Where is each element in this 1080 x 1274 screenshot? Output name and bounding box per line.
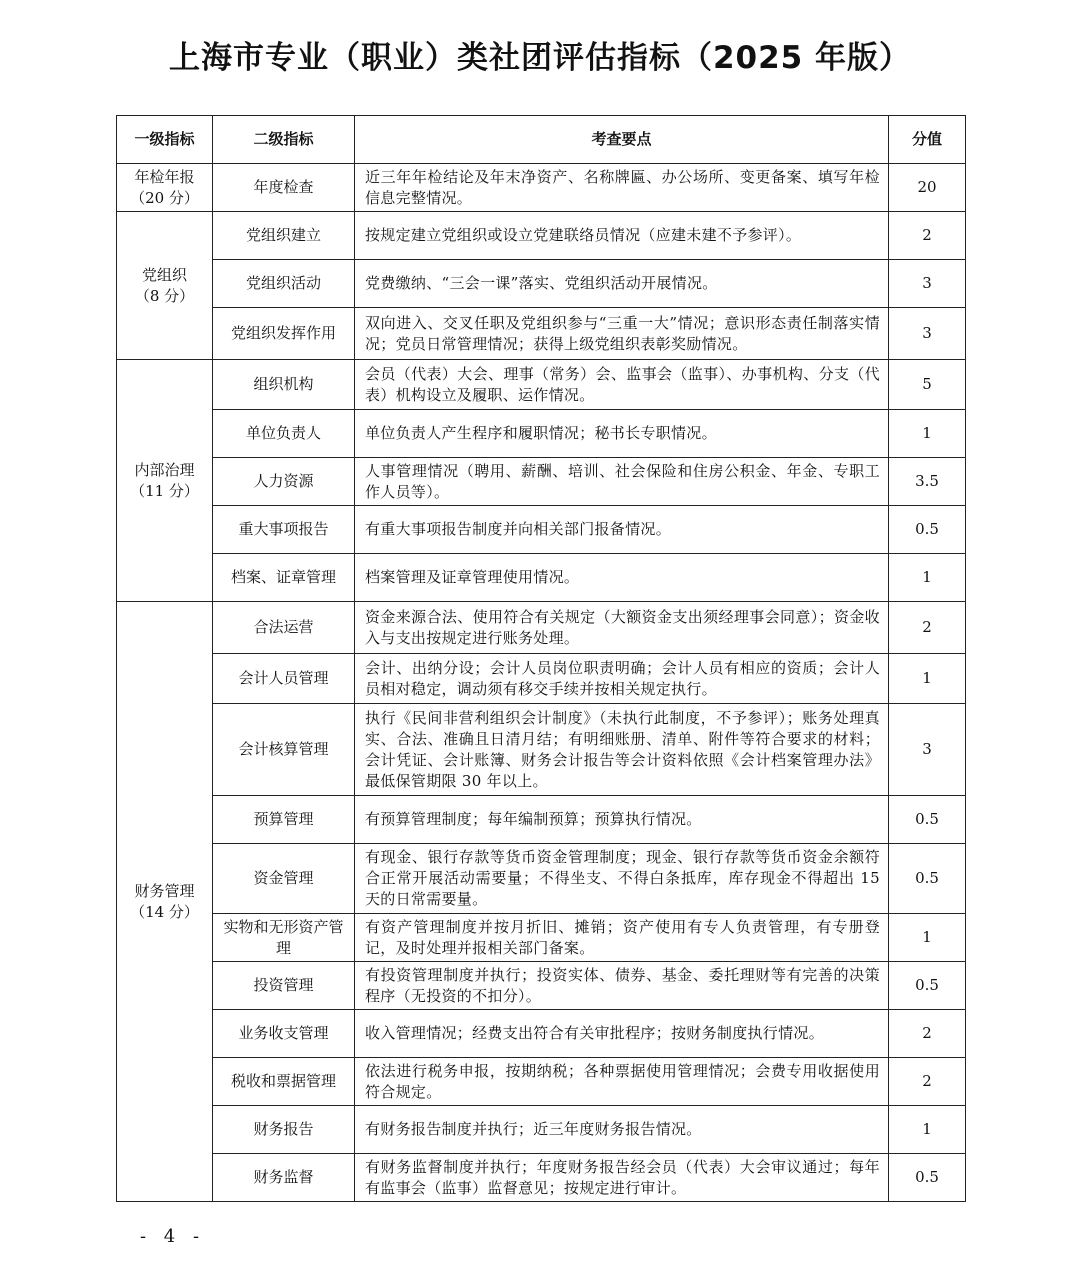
score-cell: 0.5 bbox=[889, 844, 966, 914]
level2-cell: 税收和票据管理 bbox=[213, 1058, 355, 1106]
page-number: - 4 - bbox=[140, 1226, 206, 1247]
table-row bbox=[117, 796, 966, 844]
level1-label: 党组织 bbox=[141, 265, 187, 284]
score-cell: 2 bbox=[889, 212, 966, 260]
points-cell: 有财务监督制度并执行；年度财务报告经会员（代表）大会审议通过；每年有监事会（监事）监督意见；按规定进行审计。 bbox=[355, 1154, 889, 1202]
table-row bbox=[117, 704, 966, 796]
level1-score: （11 分） bbox=[130, 481, 199, 500]
points-cell: 单位负责人产生程序和履职情况；秘书长专职情况。 bbox=[355, 410, 889, 458]
points-cell: 收入管理情况；经费支出符合有关审批程序；按财务制度执行情况。 bbox=[355, 1010, 889, 1058]
level2-cell: 党组织活动 bbox=[213, 260, 355, 308]
table-row bbox=[117, 410, 966, 458]
table-row bbox=[117, 458, 966, 506]
table-row bbox=[117, 1106, 966, 1154]
table-row bbox=[117, 1154, 966, 1202]
points-cell: 有投资管理制度并执行；投资实体、债券、基金、委托理财等有完善的决策程序（无投资的不扣分）。 bbox=[355, 962, 889, 1010]
level1-cell bbox=[117, 212, 213, 360]
level1-score: （20 分） bbox=[130, 188, 199, 207]
points-cell: 有现金、银行存款等货币资金管理制度；现金、银行存款等货币资金余额符合正常开展活动需要量；不得坐支、不得白条抵库，库存现金不得超出 15 天的日常需要量。 bbox=[355, 844, 889, 914]
level2-cell: 预算管理 bbox=[213, 796, 355, 844]
table-row bbox=[117, 308, 966, 360]
level2-cell: 财务报告 bbox=[213, 1106, 355, 1154]
table-header-row bbox=[117, 116, 966, 164]
level2-cell: 重大事项报告 bbox=[213, 506, 355, 554]
table-row bbox=[117, 844, 966, 914]
score-cell: 3.5 bbox=[889, 458, 966, 506]
points-cell: 依法进行税务申报，按期纳税；各种票据使用管理情况；会费专用收据使用符合规定。 bbox=[355, 1058, 889, 1106]
table-row bbox=[117, 962, 966, 1010]
score-cell: 1 bbox=[889, 554, 966, 602]
level1-cell bbox=[117, 602, 213, 1202]
table-row bbox=[117, 212, 966, 260]
level2-cell: 党组织建立 bbox=[213, 212, 355, 260]
score-cell: 1 bbox=[889, 914, 966, 962]
score-cell: 2 bbox=[889, 1058, 966, 1106]
points-cell: 人事管理情况（聘用、薪酬、培训、社会保险和住房公积金、年金、专职工作人员等）。 bbox=[355, 458, 889, 506]
score-cell: 3 bbox=[889, 260, 966, 308]
table-row bbox=[117, 1058, 966, 1106]
score-cell: 0.5 bbox=[889, 1154, 966, 1202]
level2-cell: 财务监督 bbox=[213, 1154, 355, 1202]
header-level2: 二级指标 bbox=[213, 116, 355, 164]
level2-cell: 单位负责人 bbox=[213, 410, 355, 458]
level1-cell bbox=[117, 360, 213, 602]
level1-score: （8 分） bbox=[134, 286, 195, 305]
level2-cell: 投资管理 bbox=[213, 962, 355, 1010]
level2-cell: 业务收支管理 bbox=[213, 1010, 355, 1058]
points-cell: 有财务报告制度并执行；近三年度财务报告情况。 bbox=[355, 1106, 889, 1154]
table-row bbox=[117, 554, 966, 602]
score-cell: 5 bbox=[889, 360, 966, 410]
score-cell: 1 bbox=[889, 1106, 966, 1154]
header-points: 考查要点 bbox=[355, 116, 889, 164]
level2-cell: 合法运营 bbox=[213, 602, 355, 654]
table-row bbox=[117, 164, 966, 212]
level1-label: 年检年报 bbox=[134, 167, 195, 186]
level1-label: 内部治理 bbox=[134, 460, 195, 479]
table-row bbox=[117, 260, 966, 308]
score-cell: 20 bbox=[889, 164, 966, 212]
points-cell: 资金来源合法、使用符合有关规定（大额资金支出须经理事会同意）；资金收入与支出按规定进行账务处理。 bbox=[355, 602, 889, 654]
level2-cell: 实物和无形资产管理 bbox=[213, 914, 355, 962]
points-cell: 有预算管理制度；每年编制预算；预算执行情况。 bbox=[355, 796, 889, 844]
level2-cell: 资金管理 bbox=[213, 844, 355, 914]
table-row bbox=[117, 654, 966, 704]
score-cell: 0.5 bbox=[889, 796, 966, 844]
level1-label: 财务管理 bbox=[134, 881, 195, 900]
points-cell: 执行《民间非营利组织会计制度》（未执行此制度，不予参评）；账务处理真实、合法、准确且日清月结；有明细账册、清单、附件等符合要求的材料；会计凭证、会计账簿、财务会计报告等会计资料依照《会计档案管理办法》最低保管期限 30 年以上。 bbox=[355, 704, 889, 796]
table-row bbox=[117, 360, 966, 410]
level2-cell: 会计人员管理 bbox=[213, 654, 355, 704]
points-cell: 按规定建立党组织或设立党建联络员情况（应建未建不予参评）。 bbox=[355, 212, 889, 260]
points-cell: 党费缴纳、“三会一课”落实、党组织活动开展情况。 bbox=[355, 260, 889, 308]
table-body bbox=[117, 164, 966, 1202]
points-cell: 双向进入、交叉任职及党组织参与“三重一大”情况；意识形态责任制落实情况；党员日常管理情况；获得上级党组织表彰奖励情况。 bbox=[355, 308, 889, 360]
points-cell: 近三年年检结论及年末净资产、名称牌匾、办公场所、变更备案、填写年检信息完整情况。 bbox=[355, 164, 889, 212]
table-row bbox=[117, 1010, 966, 1058]
header-level1: 一级指标 bbox=[117, 116, 213, 164]
level2-cell: 党组织发挥作用 bbox=[213, 308, 355, 360]
level2-cell: 档案、证章管理 bbox=[213, 554, 355, 602]
points-cell: 有资产管理制度并按月折旧、摊销；资产使用有专人负责管理，有专册登记，及时处理并报相关部门备案。 bbox=[355, 914, 889, 962]
level1-cell bbox=[117, 164, 213, 212]
points-cell: 有重大事项报告制度并向相关部门报备情况。 bbox=[355, 506, 889, 554]
level2-cell: 年度检查 bbox=[213, 164, 355, 212]
level2-cell: 人力资源 bbox=[213, 458, 355, 506]
score-cell: 2 bbox=[889, 1010, 966, 1058]
points-cell: 会计、出纳分设；会计人员岗位职责明确；会计人员有相应的资质；会计人员相对稳定，调动须有移交手续并按相关规定执行。 bbox=[355, 654, 889, 704]
points-cell: 档案管理及证章管理使用情况。 bbox=[355, 554, 889, 602]
page-title: 上海市专业（职业）类社团评估指标（2025 年版） bbox=[168, 40, 912, 76]
table-row bbox=[117, 602, 966, 654]
score-cell: 1 bbox=[889, 654, 966, 704]
table-row bbox=[117, 914, 966, 962]
score-cell: 0.5 bbox=[889, 962, 966, 1010]
points-cell: 会员（代表）大会、理事（常务）会、监事会（监事）、办事机构、分支（代表）机构设立及履职、运作情况。 bbox=[355, 360, 889, 410]
score-cell: 2 bbox=[889, 602, 966, 654]
evaluation-table bbox=[116, 115, 966, 1202]
score-cell: 3 bbox=[889, 704, 966, 796]
table-row bbox=[117, 506, 966, 554]
score-cell: 3 bbox=[889, 308, 966, 360]
level2-cell: 会计核算管理 bbox=[213, 704, 355, 796]
level1-score: （14 分） bbox=[130, 902, 199, 921]
score-cell: 0.5 bbox=[889, 506, 966, 554]
level2-cell: 组织机构 bbox=[213, 360, 355, 410]
score-cell: 1 bbox=[889, 410, 966, 458]
header-score: 分值 bbox=[889, 116, 966, 164]
